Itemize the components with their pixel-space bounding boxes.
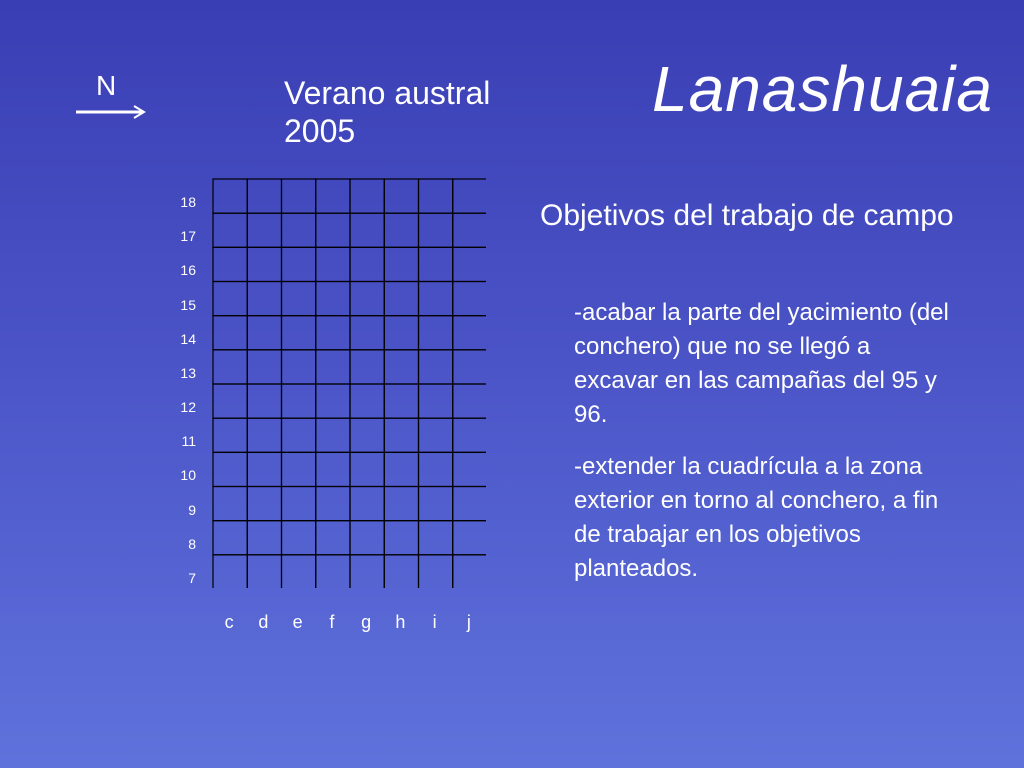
grid-square-i17 bbox=[419, 213, 453, 247]
column-label-i: i bbox=[432, 612, 437, 632]
grid-square-h14 bbox=[384, 316, 418, 350]
grid-square-d13 bbox=[247, 350, 281, 384]
grid-square-g14 bbox=[350, 316, 384, 350]
grid-square-d11 bbox=[247, 418, 281, 452]
grid-square-d10 bbox=[247, 452, 281, 486]
grid-square-e7 bbox=[282, 555, 316, 588]
grid-square-g9 bbox=[350, 487, 384, 521]
grid-square-e16 bbox=[282, 247, 316, 281]
grid-square-g12 bbox=[350, 384, 384, 418]
row-label-12: 12 bbox=[180, 399, 196, 415]
grid-square-g10 bbox=[350, 452, 384, 486]
row-label-11: 11 bbox=[181, 433, 196, 450]
grid-square-e14 bbox=[282, 316, 316, 350]
grid-svg bbox=[212, 178, 486, 588]
grid-square-f18 bbox=[316, 179, 350, 213]
grid-square-j11 bbox=[453, 418, 486, 452]
grid-square-i12 bbox=[419, 384, 453, 418]
page-title: Lanashuaia bbox=[652, 53, 993, 125]
grid-square-e10 bbox=[282, 452, 316, 486]
row-label-10: 10 bbox=[180, 467, 196, 484]
grid-square-i15 bbox=[419, 282, 453, 316]
grid-square-d18 bbox=[247, 179, 281, 213]
grid-square-h10 bbox=[384, 452, 418, 486]
grid-square-j10 bbox=[453, 452, 486, 486]
grid-square-c14 bbox=[213, 316, 247, 350]
grid-square-f7 bbox=[316, 555, 350, 588]
grid-square-c15 bbox=[213, 282, 247, 316]
grid-square-j13 bbox=[453, 350, 486, 384]
row-label-7: 7 bbox=[188, 569, 196, 586]
grid-square-g8 bbox=[350, 521, 384, 555]
grid-square-j15 bbox=[453, 282, 486, 316]
grid-square-d9 bbox=[247, 487, 281, 521]
column-label-f: f bbox=[329, 612, 335, 632]
grid-square-i13 bbox=[419, 350, 453, 384]
grid-square-c8 bbox=[213, 521, 247, 555]
row-label-16: 16 bbox=[180, 262, 196, 279]
grid-square-c10 bbox=[213, 452, 247, 486]
grid-square-j16 bbox=[453, 247, 486, 281]
row-label-17: 17 bbox=[180, 228, 196, 245]
season-label bbox=[284, 74, 544, 150]
row-label-18: 18 bbox=[180, 194, 196, 210]
grid-square-e17 bbox=[282, 213, 316, 247]
grid-square-j17 bbox=[453, 213, 486, 247]
grid-square-c16 bbox=[213, 247, 247, 281]
grid-square-e12 bbox=[282, 384, 316, 418]
grid-square-d16 bbox=[247, 247, 281, 281]
grid-square-i7 bbox=[419, 555, 453, 588]
column-label-c: c bbox=[224, 612, 234, 632]
grid-square-f13 bbox=[316, 350, 350, 384]
grid-square-c18 bbox=[213, 179, 247, 213]
row-label-15: 15 bbox=[180, 296, 196, 313]
grid-square-h8 bbox=[384, 521, 418, 555]
row-label-8: 8 bbox=[188, 535, 196, 552]
grid-square-h11 bbox=[384, 418, 418, 452]
grid-square-h7 bbox=[384, 555, 418, 588]
grid-square-f11 bbox=[316, 418, 350, 452]
grid-square-h13 bbox=[384, 350, 418, 384]
grid-square-f16 bbox=[316, 247, 350, 281]
objective-item-1: -acabar la parte del yacimiento (del conchero) que no se llegó a excavar en las campañas del 95 y 96. bbox=[574, 299, 949, 428]
column-label-d: d bbox=[258, 612, 269, 632]
grid-square-g11 bbox=[350, 418, 384, 452]
grid-square-i8 bbox=[419, 521, 453, 555]
grid-square-h18 bbox=[384, 179, 418, 213]
grid-square-e13 bbox=[282, 350, 316, 384]
grid-square-g17 bbox=[350, 213, 384, 247]
grid-square-e15 bbox=[282, 282, 316, 316]
grid-square-g18 bbox=[350, 179, 384, 213]
grid-square-f8 bbox=[316, 521, 350, 555]
grid-square-c11 bbox=[213, 418, 247, 452]
grid-square-f9 bbox=[316, 487, 350, 521]
column-label-e: e bbox=[292, 612, 303, 632]
grid-square-i18 bbox=[419, 179, 453, 213]
grid-square-h12 bbox=[384, 384, 418, 418]
grid-square-i16 bbox=[419, 247, 453, 281]
grid-square-i9 bbox=[419, 487, 453, 521]
grid-square-i14 bbox=[419, 316, 453, 350]
grid-square-e11 bbox=[282, 418, 316, 452]
row-label-9: 9 bbox=[188, 501, 196, 518]
grid-square-j9 bbox=[453, 487, 486, 521]
season-line-2: 2005 bbox=[284, 113, 356, 149]
grid-square-e8 bbox=[282, 521, 316, 555]
grid-square-c9 bbox=[213, 487, 247, 521]
grid-square-h17 bbox=[384, 213, 418, 247]
grid-square-e18 bbox=[282, 179, 316, 213]
grid-square-f10 bbox=[316, 452, 350, 486]
north-label: N bbox=[96, 70, 117, 101]
column-label-g: g bbox=[361, 612, 372, 632]
grid-square-f15 bbox=[316, 282, 350, 316]
grid-square-f17 bbox=[316, 213, 350, 247]
grid-square-e9 bbox=[282, 487, 316, 521]
objective-item-2: -extender la cuadrícula a la zona exterior en torno al conchero, a fin de trabajar en los objetivos planteados. bbox=[574, 453, 939, 582]
grid-square-d14 bbox=[247, 316, 281, 350]
grid-square-j14 bbox=[453, 316, 486, 350]
grid-square-d7 bbox=[247, 555, 281, 588]
grid-square-c12 bbox=[213, 384, 247, 418]
grid-square-j18 bbox=[453, 179, 486, 213]
grid-square-i11 bbox=[419, 418, 453, 452]
grid-square-c17 bbox=[213, 213, 247, 247]
grid-square-d15 bbox=[247, 282, 281, 316]
column-label-h: h bbox=[395, 612, 406, 632]
row-label-13: 13 bbox=[180, 364, 196, 381]
grid-square-g15 bbox=[350, 282, 384, 316]
grid-square-c7 bbox=[213, 555, 247, 588]
grid-square-g13 bbox=[350, 350, 384, 384]
grid-square-i10 bbox=[419, 452, 453, 486]
season-line-1: Verano austral bbox=[284, 75, 491, 111]
grid-square-g7 bbox=[350, 555, 384, 588]
grid-square-h9 bbox=[384, 487, 418, 521]
grid-square-d12 bbox=[247, 384, 281, 418]
grid-square-j7 bbox=[453, 555, 486, 588]
grid-square-c13 bbox=[213, 350, 247, 384]
objectives-title: Objetivos del trabajo de campo bbox=[540, 199, 954, 232]
grid-square-d17 bbox=[247, 213, 281, 247]
grid-square-f12 bbox=[316, 384, 350, 418]
row-label-14: 14 bbox=[180, 330, 196, 347]
north-arrow-icon bbox=[76, 100, 148, 124]
grid-square-g16 bbox=[350, 247, 384, 281]
grid-square-d8 bbox=[247, 521, 281, 555]
grid-square-j8 bbox=[453, 521, 486, 555]
grid-square-f14 bbox=[316, 316, 350, 350]
column-label-j: j bbox=[466, 612, 471, 632]
grid-square-h15 bbox=[384, 282, 418, 316]
grid-square-j12 bbox=[453, 384, 486, 418]
grid-square-h16 bbox=[384, 247, 418, 281]
